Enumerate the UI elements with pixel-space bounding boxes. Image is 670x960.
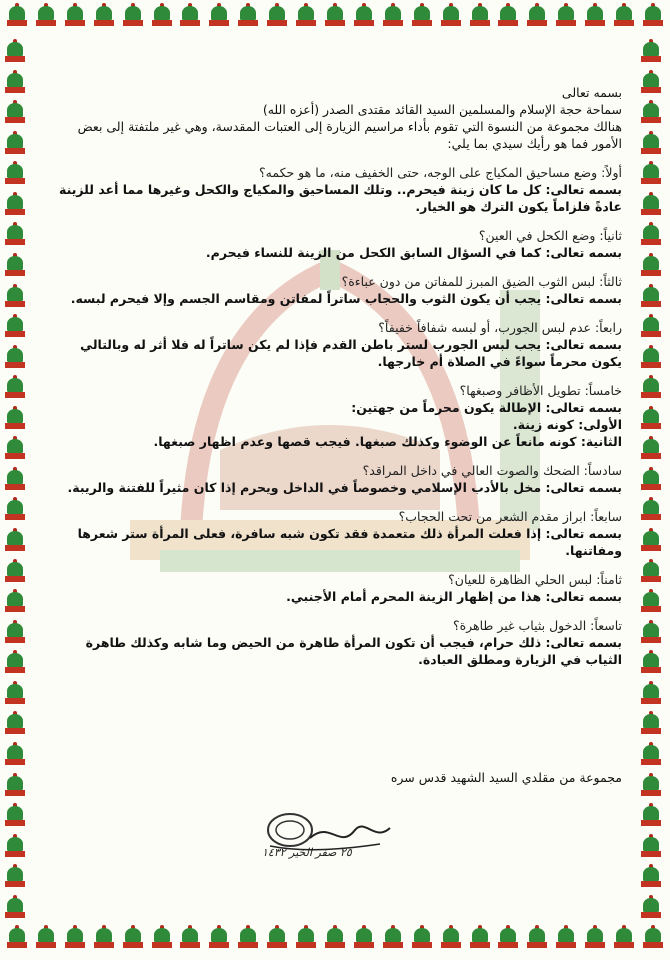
border-dome-icon [120,2,146,30]
border-dome-icon [638,252,664,280]
question-text: أولاً: وضع مساحيق المكياج على الوجه، حتى الخفيف منه، ما هو حكمه؟ [259,165,622,180]
border-dome-icon [2,710,28,738]
border-dome-icon [2,496,28,524]
border-dome-icon [2,802,28,830]
border-dome-icon [409,2,435,30]
border-dome-icon [495,2,521,30]
border-dome-icon [638,99,664,127]
border-dome-icon [149,924,175,952]
border-dome-icon [2,313,28,341]
answer-text: بسمه تعالى: إذا فعلت المرأة ذلك متعمدة فقد تكون شبه سافرة، فعلى المرأة ستر شعرها ومفاتنها. [77,526,622,558]
border-dome-icon [2,894,28,922]
border-dome-icon [611,924,637,952]
border-dome-icon [351,924,377,952]
border-dome-icon [638,69,664,97]
signed-by-note: مجموعة من مقلدي السيد الشهيد قدس سره [390,770,622,785]
answer-text: بسمه تعالى: كما في السؤال السابق الكحل من الزينة للنساء فيحرم. [205,245,622,260]
border-dome-icon [638,863,664,891]
border-dome-icon [2,558,28,586]
border-dome-icon [177,924,203,952]
document-body [50,84,622,668]
border-dome-icon [638,527,664,555]
border-dome-icon [409,924,435,952]
border-dome-icon [2,435,28,463]
border-dome-icon [638,160,664,188]
question-text: ثامناً: لبس الحلي الظاهرة للعيان؟ [448,572,622,587]
border-dome-icon [293,2,319,30]
answer-text: بسمه تعالى: مخل بالأدب الإسلامي وخصوصاً في الداخل ويحرم إذا كان مثيراً للفتنة والريبة. [67,480,622,495]
border-dome-icon [206,2,232,30]
border-dome-icon [380,924,406,952]
border-dome-icon [322,924,348,952]
border-dome-icon [638,283,664,311]
border-dome-icon [638,802,664,830]
border-dome-icon [235,2,261,30]
border-dome-icon [2,252,28,280]
border-dome-icon [638,649,664,677]
border-dome-icon [2,588,28,616]
border-dome-icon [638,405,664,433]
border-dome-icon [264,924,290,952]
signature-date: ٢٥ صفر الخير ١٤٣٢ [262,846,352,859]
border-dome-icon [2,283,28,311]
border-dome-icon [638,191,664,219]
border-dome-icon [638,833,664,861]
border-dome-icon [638,130,664,158]
border-dome-icon [582,2,608,30]
border-dome-icon [33,2,59,30]
qa-list [50,164,622,668]
border-dome-icon [638,496,664,524]
answer-text: بسمه تعالى: الإطالة يكون محرماً من جهتين: [351,400,622,415]
border-dome-icon [91,924,117,952]
border-dome-icon [264,2,290,30]
border-dome-icon [2,221,28,249]
border-dome-icon [2,69,28,97]
border-dome-icon [33,924,59,952]
border-dome-icon [2,99,28,127]
border-dome-icon [638,435,664,463]
border-dome-icon [638,680,664,708]
border-dome-icon [62,924,88,952]
border-dome-icon [553,2,579,30]
decorative-border-right [638,34,668,926]
border-dome-icon [2,344,28,372]
border-dome-icon [638,374,664,402]
border-dome-icon [638,38,664,66]
header-basmala: بسمه تعالى [561,85,622,100]
border-dome-icon [467,924,493,952]
answer-text: بسمه تعالى: يجب أن يكون الثوب والحجاب ساتراً لمفاتن ومقاسم الجسم وإلا فيحرم لبسه. [70,291,622,306]
border-dome-icon [2,527,28,555]
border-dome-icon [638,619,664,647]
border-dome-icon [495,924,521,952]
border-dome-icon [206,924,232,952]
border-dome-icon [553,924,579,952]
border-dome-icon [2,374,28,402]
answer-text: بسمه تعالى: كل ما كان زينة فيحرم.. وتلك المساحيق والمكياج والكحل وغيرها مما أعد للزينة عادةً فلزاماً يكون الترك هو الخيار. [59,182,622,214]
border-dome-icon [149,2,175,30]
header-addressee: سماحة حجة الإسلام والمسلمين السيد القائد مقتدى الصدر (أعزه الله) [262,102,622,117]
border-dome-icon [438,924,464,952]
border-dome-icon [638,558,664,586]
border-dome-icon [638,894,664,922]
border-dome-icon [582,924,608,952]
border-dome-icon [4,2,30,30]
border-dome-icon [438,2,464,30]
border-dome-icon [467,2,493,30]
question-text: رابعاً: عدم لبس الجورب، أو لبسه شفافاً خفيفاً؟ [378,320,622,335]
border-dome-icon [351,2,377,30]
answer-text: بسمه تعالى: يجب لبس الجورب لستر باطن القدم فإذا لم يكن ساتراً له فلا أثر له وبالتالي يكون محرماً سواءً في الصلاة أم خارجها. [80,337,622,369]
border-dome-icon [2,619,28,647]
border-dome-icon [380,2,406,30]
border-dome-icon [640,2,666,30]
border-dome-icon [2,191,28,219]
answer-text: الأولى: كونه زينة. [512,417,622,432]
border-dome-icon [2,649,28,677]
border-dome-icon [638,741,664,769]
border-dome-icon [322,2,348,30]
border-dome-icon [235,924,261,952]
border-dome-icon [2,160,28,188]
border-dome-icon [638,588,664,616]
answer-text: بسمه تعالى: هذا من إظهار الزينة المحرم أمام الأجنبي. [286,589,622,604]
border-dome-icon [120,924,146,952]
border-dome-icon [2,833,28,861]
signature-seal-icon [240,800,410,870]
border-dome-icon [2,466,28,494]
answer-text: الثانية: كونه مانعاً عن الوضوء وكذلك صبغها. فيجب قصها وعدم اظهار صبغها. [153,434,622,449]
question-text: ثالثاً: لبس الثوب الضيق المبرز للمفاتن من دون عباءة؟ [341,274,622,289]
border-dome-icon [2,38,28,66]
border-dome-icon [638,466,664,494]
decorative-border-bottom [0,924,670,958]
border-dome-icon [638,772,664,800]
border-dome-icon [62,2,88,30]
border-dome-icon [524,924,550,952]
question-text: خامساً: تطويل الأظافر وصبغها؟ [459,383,622,398]
question-text: ثانياً: وضع الكحل في العين؟ [478,228,622,243]
border-dome-icon [638,710,664,738]
border-dome-icon [638,221,664,249]
border-dome-icon [638,313,664,341]
border-dome-icon [2,772,28,800]
question-text: تاسعاً: الدخول بثياب غير طاهرة؟ [452,618,622,633]
border-dome-icon [2,130,28,158]
border-dome-icon [177,2,203,30]
header-intro: هنالك مجموعة من النسوة التي تقوم بأداء مراسيم الزيارة إلى العتبات المقدسة، وهي غير ملتفتة إلى بعض الأمور فما هو رأيك سيدي بما يلي: [77,119,622,151]
border-dome-icon [524,2,550,30]
border-dome-icon [2,405,28,433]
border-dome-icon [638,344,664,372]
question-text: سادساً: الضحك والصوت العالي في داخل المراقد؟ [362,463,622,478]
question-text: سابعاً: ابراز مقدم الشعر من تحت الحجاب؟ [398,509,622,524]
border-dome-icon [293,924,319,952]
answer-text: بسمه تعالى: ذلك حرام، فيجب أن تكون المرأة طاهرة من الحيض وما شابه وكذلك طاهرة الثياب في الزيارة ومطلق العبادة. [85,635,622,667]
border-dome-icon [2,741,28,769]
border-dome-icon [4,924,30,952]
border-dome-icon [611,2,637,30]
border-dome-icon [91,2,117,30]
border-dome-icon [640,924,666,952]
border-dome-icon [2,863,28,891]
decorative-border-left [2,34,32,926]
decorative-border-top [0,2,670,36]
border-dome-icon [2,680,28,708]
